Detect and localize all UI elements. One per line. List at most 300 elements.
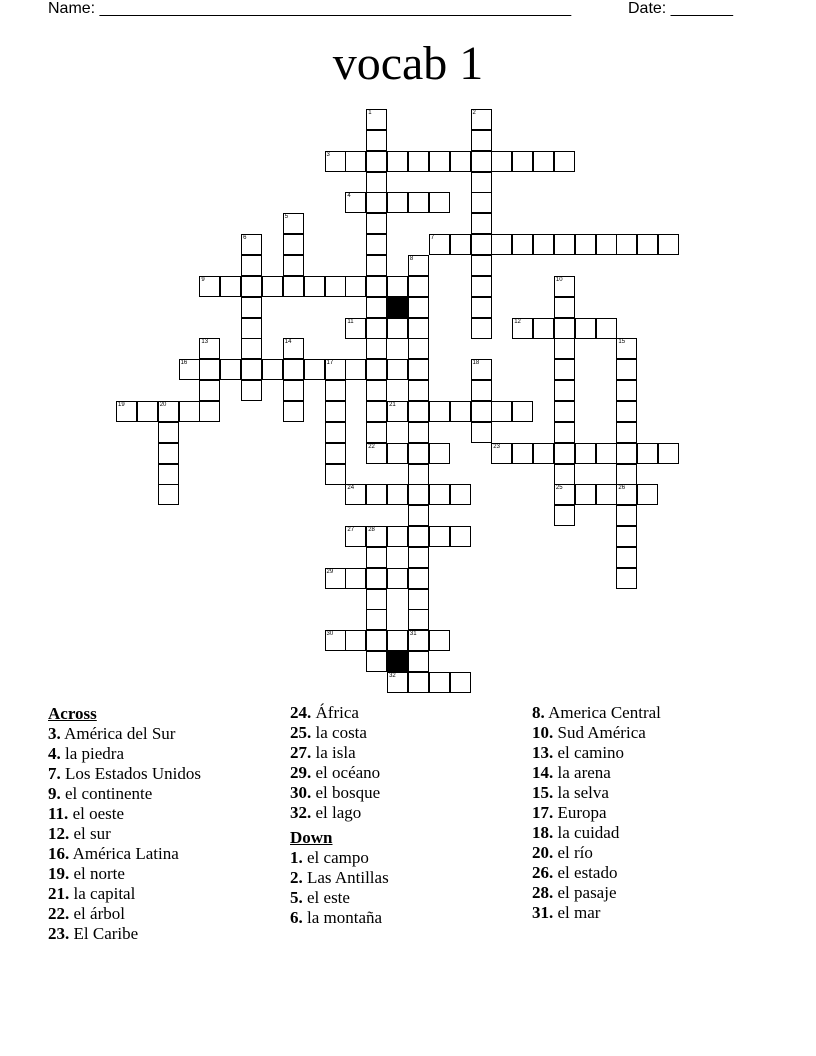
grid-cell[interactable] — [616, 359, 637, 380]
grid-cell[interactable] — [616, 568, 637, 589]
grid-cell[interactable] — [408, 443, 429, 464]
grid-cell[interactable] — [387, 192, 408, 213]
clue-number: 18. — [532, 823, 554, 842]
grid-cell[interactable] — [283, 255, 304, 276]
across-clue — [290, 743, 530, 763]
page-title: vocab 1 — [332, 37, 484, 90]
grid-cell[interactable] — [408, 401, 429, 422]
clue-text: la selva — [557, 783, 609, 802]
clue-number: 31. — [532, 903, 554, 922]
clue-text: Europa — [557, 803, 607, 822]
grid-cell[interactable] — [471, 318, 492, 339]
grid-cell[interactable] — [387, 443, 408, 464]
grid-cell[interactable] — [387, 526, 408, 547]
grid-cell[interactable] — [366, 651, 387, 672]
grid-cell[interactable] — [450, 234, 471, 255]
grid-cell[interactable] — [429, 401, 450, 422]
grid-cell[interactable] — [429, 484, 450, 505]
clue-text: El Caribe — [73, 924, 139, 943]
grid-cell[interactable] — [345, 359, 366, 380]
grid-cell[interactable] — [408, 276, 429, 297]
grid-cell[interactable] — [387, 359, 408, 380]
clue-number: 30. — [290, 783, 312, 802]
clue-text: el río — [557, 843, 593, 862]
grid-cell[interactable] — [471, 276, 492, 297]
down-clue — [532, 763, 772, 783]
grid-cell[interactable] — [325, 422, 346, 443]
grid-cell[interactable] — [408, 464, 429, 485]
cell-number: 26 — [618, 485, 626, 492]
grid-cell[interactable] — [658, 234, 679, 255]
grid-cell[interactable] — [366, 338, 387, 359]
grid-cell[interactable] — [616, 401, 637, 422]
clue-number: 28. — [532, 883, 554, 902]
grid-cell[interactable] — [596, 318, 617, 339]
clue-text: la piedra — [65, 744, 124, 763]
grid-cell[interactable] — [408, 568, 429, 589]
black-cell — [387, 297, 408, 318]
clue-text: el mar — [557, 903, 601, 922]
grid-cell[interactable] — [387, 401, 408, 422]
cell-number: 19 — [118, 401, 125, 408]
grid-cell[interactable] — [616, 422, 637, 443]
grid-cell[interactable] — [491, 443, 512, 464]
clue-number: 27. — [290, 743, 312, 762]
grid-cell[interactable] — [262, 276, 283, 297]
grid-cell[interactable] — [387, 151, 408, 172]
grid-cell[interactable] — [512, 443, 533, 464]
across-clue — [48, 804, 288, 824]
grid-cell[interactable] — [158, 484, 179, 505]
grid-cell[interactable] — [533, 234, 554, 255]
grid-cell[interactable] — [366, 192, 387, 213]
grid-cell[interactable] — [471, 255, 492, 276]
grid-cell[interactable] — [199, 359, 220, 380]
grid-cell[interactable] — [408, 255, 429, 276]
date-blank[interactable]: _______ — [670, 0, 733, 17]
clue-text: el sur — [73, 824, 111, 843]
clue-number: 26. — [532, 863, 554, 882]
grid-cell[interactable] — [179, 401, 200, 422]
grid-cell[interactable] — [512, 234, 533, 255]
grid-cell[interactable] — [616, 526, 637, 547]
across-clue — [48, 884, 288, 904]
grid-cell[interactable] — [554, 151, 575, 172]
grid-cell[interactable] — [345, 484, 366, 505]
grid-cell[interactable] — [283, 276, 304, 297]
cell-number: 8 — [409, 256, 414, 262]
grid-cell[interactable] — [450, 484, 471, 505]
clues-column-2 — [290, 703, 530, 928]
cell-number: 32 — [389, 673, 396, 679]
grid-cell[interactable] — [554, 464, 575, 485]
grid-cell[interactable] — [345, 192, 366, 213]
grid-cell[interactable] — [283, 380, 304, 401]
clue-text: la costa — [315, 723, 367, 742]
grid-cell[interactable] — [450, 151, 471, 172]
grid-cell[interactable] — [283, 213, 304, 234]
grid-cell[interactable] — [366, 297, 387, 318]
grid-cell[interactable] — [575, 234, 596, 255]
grid-cell[interactable] — [471, 192, 492, 213]
grid-cell[interactable] — [554, 380, 575, 401]
grid-cell[interactable] — [366, 547, 387, 568]
grid-cell[interactable] — [554, 234, 575, 255]
grid-cell[interactable] — [575, 484, 596, 505]
clue-number: 13. — [532, 743, 554, 762]
clue-text: Sud América — [557, 723, 646, 742]
cell-number: 6 — [243, 235, 247, 242]
grid-cell[interactable] — [512, 151, 533, 172]
grid-cell[interactable] — [116, 401, 137, 422]
grid-cell[interactable] — [616, 464, 637, 485]
grid-cell[interactable] — [554, 484, 575, 505]
cell-number: 4 — [347, 193, 351, 200]
grid-cell[interactable] — [304, 359, 325, 380]
clue-number: 20. — [532, 843, 554, 862]
cell-number: 11 — [347, 318, 354, 325]
across-clue — [48, 824, 288, 844]
grid-cell[interactable] — [408, 589, 429, 610]
clue-number: 4. — [48, 744, 61, 763]
grid-cell[interactable] — [325, 276, 346, 297]
grid-cell[interactable] — [429, 151, 450, 172]
grid-cell[interactable] — [471, 401, 492, 422]
down-clue — [290, 888, 530, 908]
grid-cell[interactable] — [366, 130, 387, 151]
grid-cell[interactable] — [596, 443, 617, 464]
grid-cell[interactable] — [345, 276, 366, 297]
grid-cell[interactable] — [345, 526, 366, 547]
grid-cell[interactable] — [366, 151, 387, 172]
clue-text: el continente — [65, 784, 153, 803]
grid-cell[interactable] — [408, 359, 429, 380]
grid-cell[interactable] — [241, 255, 262, 276]
grid-cell[interactable] — [554, 297, 575, 318]
grid-cell[interactable] — [471, 380, 492, 401]
grid-cell[interactable] — [366, 443, 387, 464]
grid-cell[interactable] — [471, 213, 492, 234]
clue-text: el estado — [557, 863, 618, 882]
grid-cell[interactable] — [366, 359, 387, 380]
grid-cell[interactable] — [429, 234, 450, 255]
grid-cell[interactable] — [408, 380, 429, 401]
clue-number: 12. — [48, 824, 70, 843]
cell-number: 9 — [201, 276, 205, 283]
clue-number: 5. — [290, 888, 303, 907]
grid-cell[interactable] — [158, 422, 179, 443]
cell-number: 21 — [389, 401, 396, 408]
clue-number: 7. — [48, 764, 61, 783]
grid-cell[interactable] — [220, 276, 241, 297]
cell-number: 1 — [368, 110, 372, 116]
grid-cell[interactable] — [366, 276, 387, 297]
grid-cell[interactable] — [491, 401, 512, 422]
grid-cell[interactable] — [408, 547, 429, 568]
grid-cell[interactable] — [241, 359, 262, 380]
down-clue — [532, 723, 772, 743]
grid-cell[interactable] — [366, 484, 387, 505]
cell-number: 22 — [368, 443, 375, 450]
grid-cell[interactable] — [158, 443, 179, 464]
grid-cell[interactable] — [345, 630, 366, 651]
grid-cell[interactable] — [366, 255, 387, 276]
grid-cell[interactable] — [408, 422, 429, 443]
grid-cell[interactable] — [471, 234, 492, 255]
grid-cell[interactable] — [471, 130, 492, 151]
grid-cell[interactable] — [262, 359, 283, 380]
grid-cell[interactable] — [304, 276, 325, 297]
grid-cell[interactable] — [366, 109, 387, 130]
date-label: Date: _______ — [628, 0, 733, 17]
clue-text: el norte — [73, 864, 125, 883]
grid-cell[interactable] — [554, 505, 575, 526]
clue-number: 3. — [48, 724, 61, 743]
grid-cell[interactable] — [387, 276, 408, 297]
grid-cell[interactable] — [283, 401, 304, 422]
cell-number: 31 — [409, 631, 417, 638]
grid-cell[interactable] — [366, 380, 387, 401]
grid-cell[interactable] — [575, 318, 596, 339]
grid-cell[interactable] — [512, 318, 533, 339]
grid-cell[interactable] — [596, 234, 617, 255]
grid-cell[interactable] — [408, 526, 429, 547]
down-clue — [532, 903, 772, 923]
grid-cell[interactable] — [616, 505, 637, 526]
grid-cell[interactable] — [283, 359, 304, 380]
grid-cell[interactable] — [387, 672, 408, 693]
cell-number: 28 — [368, 527, 375, 533]
grid-cell[interactable] — [366, 589, 387, 610]
grid-cell[interactable] — [616, 234, 637, 255]
grid-cell[interactable] — [429, 443, 450, 464]
grid-cell[interactable] — [345, 318, 366, 339]
clue-number: 6. — [290, 908, 303, 927]
grid-cell[interactable] — [345, 568, 366, 589]
cell-number: 16 — [180, 360, 188, 367]
clues-column-1 — [48, 703, 288, 944]
down-clue — [532, 863, 772, 883]
across-clue — [48, 724, 288, 744]
grid-cell[interactable] — [408, 318, 429, 339]
grid-cell[interactable] — [325, 151, 346, 172]
grid-cell[interactable] — [199, 401, 220, 422]
grid-cell[interactable] — [471, 151, 492, 172]
grid-cell[interactable] — [408, 672, 429, 693]
cell-number: 17 — [326, 360, 334, 367]
across-clue — [48, 784, 288, 804]
grid-cell[interactable] — [533, 443, 554, 464]
grid-cell[interactable] — [450, 401, 471, 422]
across-clue — [48, 864, 288, 884]
across-clue — [290, 723, 530, 743]
grid-cell[interactable] — [533, 318, 554, 339]
down-clue — [532, 843, 772, 863]
cell-number: 20 — [159, 401, 167, 408]
grid-cell[interactable] — [366, 630, 387, 651]
clue-text: el bosque — [315, 783, 381, 802]
grid-cell[interactable] — [429, 526, 450, 547]
grid-cell[interactable] — [554, 359, 575, 380]
grid-cell[interactable] — [554, 401, 575, 422]
across-clue — [290, 703, 530, 723]
clue-text: América Latina — [72, 844, 179, 863]
across-clue — [290, 763, 530, 783]
clue-text: el océano — [315, 763, 381, 782]
grid-cell[interactable] — [408, 630, 429, 651]
grid-cell[interactable] — [616, 338, 637, 359]
grid-cell[interactable] — [387, 484, 408, 505]
grid-cell[interactable] — [471, 422, 492, 443]
clue-number: 24. — [290, 703, 312, 722]
grid-cell[interactable] — [137, 401, 158, 422]
grid-cell[interactable] — [325, 464, 346, 485]
grid-cell[interactable] — [241, 338, 262, 359]
grid-cell[interactable] — [616, 484, 637, 505]
grid-cell[interactable] — [616, 547, 637, 568]
grid-cell[interactable] — [199, 380, 220, 401]
down-clue — [290, 908, 530, 928]
grid-cell[interactable] — [408, 151, 429, 172]
clue-number: 11. — [48, 804, 69, 823]
grid-cell[interactable] — [241, 234, 262, 255]
grid-cell[interactable] — [325, 359, 346, 380]
grid-cell[interactable] — [241, 276, 262, 297]
clue-number: 1. — [290, 848, 303, 867]
grid-cell[interactable] — [179, 359, 200, 380]
grid-cell[interactable] — [366, 234, 387, 255]
cell-number: 23 — [493, 443, 500, 450]
grid-cell[interactable] — [199, 276, 220, 297]
grid-cell[interactable] — [408, 505, 429, 526]
clue-text: el este — [307, 888, 350, 907]
grid-cell[interactable] — [429, 192, 450, 213]
grid-cell[interactable] — [283, 338, 304, 359]
cell-number: 5 — [284, 214, 289, 221]
grid-cell[interactable] — [408, 297, 429, 318]
grid-cell[interactable] — [658, 443, 679, 464]
grid-cell[interactable] — [471, 297, 492, 318]
clue-text: la isla — [315, 743, 356, 762]
grid-cell[interactable] — [325, 443, 346, 464]
grid-cell[interactable] — [637, 443, 658, 464]
clues-column-3 — [532, 703, 772, 923]
down-clue — [532, 783, 772, 803]
grid-cell[interactable] — [533, 151, 554, 172]
clue-text: Los Estados Unidos — [65, 764, 201, 783]
clue-number: 15. — [532, 783, 554, 802]
grid-cell[interactable] — [450, 526, 471, 547]
grid-cell[interactable] — [408, 651, 429, 672]
grid-cell[interactable] — [637, 234, 658, 255]
grid-cell[interactable] — [325, 380, 346, 401]
grid-cell[interactable] — [241, 318, 262, 339]
grid-cell[interactable] — [554, 318, 575, 339]
grid-cell[interactable] — [158, 401, 179, 422]
grid-cell[interactable] — [471, 359, 492, 380]
down-clue — [532, 703, 772, 723]
grid-cell[interactable] — [512, 401, 533, 422]
grid-cell[interactable] — [616, 443, 637, 464]
grid-cell[interactable] — [554, 422, 575, 443]
grid-cell[interactable] — [283, 234, 304, 255]
grid-cell[interactable] — [554, 276, 575, 297]
down-heading: Down — [290, 828, 333, 847]
across-clue — [48, 924, 288, 944]
grid-cell[interactable] — [345, 151, 366, 172]
clue-text: el lago — [315, 803, 362, 822]
grid-cell[interactable] — [325, 630, 346, 651]
grid-cell[interactable] — [387, 318, 408, 339]
clue-text: el árbol — [73, 904, 125, 923]
grid-cell[interactable] — [554, 443, 575, 464]
clue-number: 10. — [532, 723, 554, 742]
cell-number: 10 — [555, 276, 563, 283]
grid-cell[interactable] — [491, 151, 512, 172]
grid-cell[interactable] — [325, 401, 346, 422]
grid-cell[interactable] — [366, 422, 387, 443]
grid-cell[interactable] — [366, 401, 387, 422]
grid-cell[interactable] — [158, 464, 179, 485]
grid-cell[interactable] — [575, 443, 596, 464]
grid-cell[interactable] — [471, 172, 492, 193]
grid-cell[interactable] — [366, 609, 387, 630]
grid-cell[interactable] — [366, 318, 387, 339]
clue-text: la cuidad — [557, 823, 620, 842]
grid-cell[interactable] — [366, 526, 387, 547]
grid-cell[interactable] — [366, 213, 387, 234]
cell-number: 25 — [555, 485, 563, 492]
cell-number: 7 — [430, 235, 435, 242]
clue-text: la arena — [557, 763, 611, 782]
clue-number: 22. — [48, 904, 70, 923]
grid-cell[interactable] — [241, 380, 262, 401]
grid-cell[interactable] — [366, 172, 387, 193]
grid-cell[interactable] — [387, 630, 408, 651]
grid-cell[interactable] — [596, 484, 617, 505]
grid-cell[interactable] — [471, 109, 492, 130]
clue-number: 16. — [48, 844, 70, 863]
clue-number: 8. — [532, 703, 545, 722]
across-clue — [48, 904, 288, 924]
grid-cell[interactable] — [408, 484, 429, 505]
clue-text: la capital — [73, 884, 136, 903]
grid-cell[interactable] — [429, 630, 450, 651]
clue-text: el oeste — [72, 804, 125, 823]
grid-cell[interactable] — [408, 338, 429, 359]
grid-cell[interactable] — [325, 568, 346, 589]
grid-cell[interactable] — [408, 192, 429, 213]
down-clue — [532, 883, 772, 903]
grid-cell[interactable] — [616, 380, 637, 401]
name-blank[interactable]: _____________________________________________________ — [99, 0, 572, 17]
grid-cell[interactable] — [408, 609, 429, 630]
clue-number: 21. — [48, 884, 70, 903]
cell-number: 27 — [347, 527, 355, 533]
grid-cell[interactable] — [429, 672, 450, 693]
grid-cell[interactable] — [241, 297, 262, 318]
grid-cell[interactable] — [366, 568, 387, 589]
grid-cell[interactable] — [387, 568, 408, 589]
grid-cell[interactable] — [491, 234, 512, 255]
grid-cell[interactable] — [199, 338, 220, 359]
grid-cell[interactable] — [450, 672, 471, 693]
grid-cell[interactable] — [637, 484, 658, 505]
cell-number: 3 — [326, 151, 330, 158]
clue-number: 9. — [48, 784, 61, 803]
grid-cell[interactable] — [554, 338, 575, 359]
grid-cell[interactable] — [220, 359, 241, 380]
